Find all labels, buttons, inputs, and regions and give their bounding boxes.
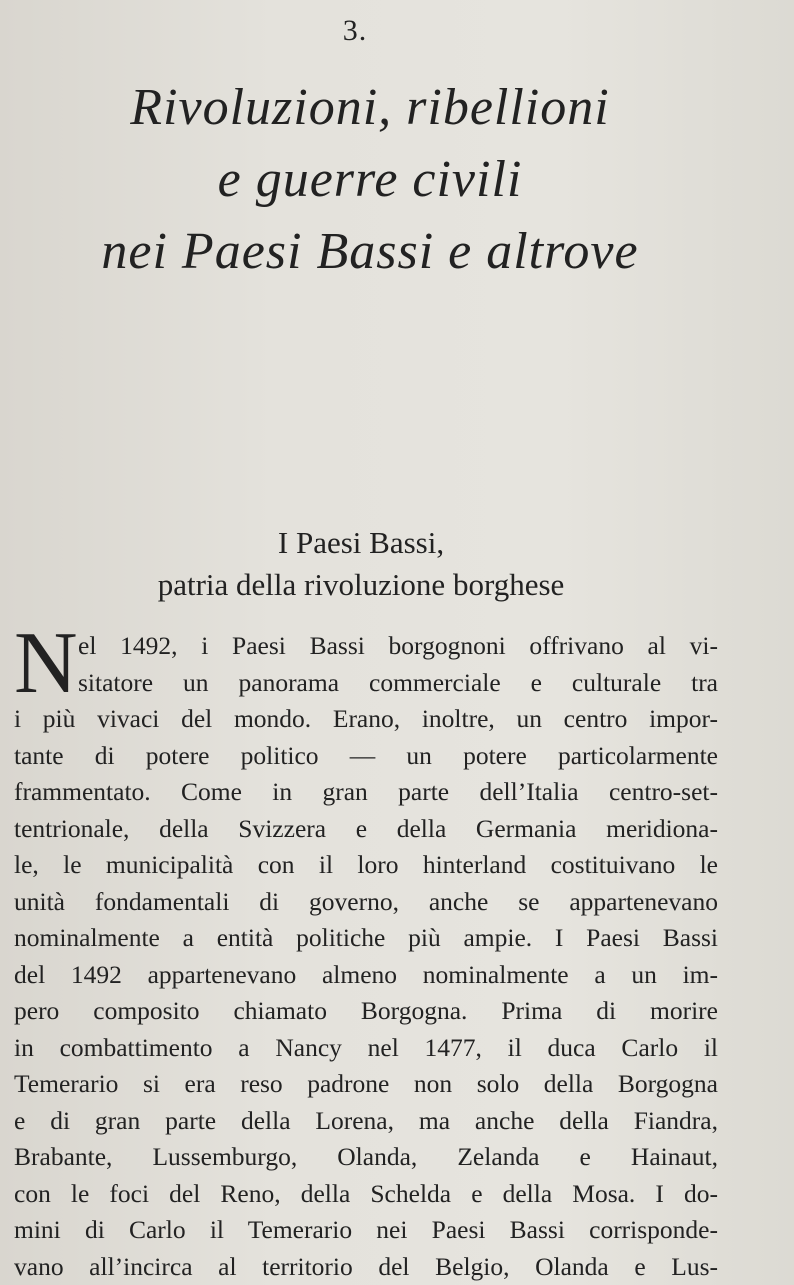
body-line: pero composito chiamato Borgogna. Prima di morire	[14, 993, 718, 1030]
body-line: vano all’incirca al territorio del Belgio, Olanda e Lus-	[14, 1249, 718, 1285]
chapter-title	[40, 72, 700, 288]
chapter-number: 3.	[0, 14, 710, 48]
section-title	[0, 522, 722, 606]
body-line: tante di potere politico — un potere particolarmente	[14, 738, 718, 775]
body-line: unità fondamentali di governo, anche se appartenevano	[14, 884, 718, 921]
body-line: nominalmente a entità politiche più ampie. I Paesi Bassi	[14, 920, 718, 957]
body-line: Brabante, Lussemburgo, Olanda, Zelanda e Hainaut,	[14, 1139, 718, 1176]
body-line: e di gran parte della Lorena, ma anche della Fiandra,	[14, 1103, 718, 1140]
body-line: mini di Carlo il Temerario nei Paesi Bassi corrisponde-	[14, 1212, 718, 1249]
body-line: i più vivaci del mondo. Erano, inoltre, un centro impor-	[14, 701, 718, 738]
chapter-title-line: nei Paesi Bassi e altrove	[40, 216, 700, 288]
body-line: frammentato. Come in gran parte dell’Italia centro-set-	[14, 774, 718, 811]
body-line: el 1492, i Paesi Bassi borgognoni offrivano al vi-	[14, 628, 718, 665]
body-line: Temerario si era reso padrone non solo della Borgogna	[14, 1066, 718, 1103]
body-line: in combattimento a Nancy nel 1477, il duca Carlo il	[14, 1030, 718, 1067]
body-paragraph	[14, 628, 718, 1285]
chapter-title-line: e guerre civili	[40, 144, 700, 216]
body-line: le, le municipalità con il loro hinterland costituivano le	[14, 847, 718, 884]
drop-cap: N	[14, 624, 78, 704]
section-title-line: I Paesi Bassi,	[0, 522, 722, 564]
body-line: con le foci del Reno, della Schelda e della Mosa. I do-	[14, 1176, 718, 1213]
body-line: del 1492 appartenevano almeno nominalmente a un im-	[14, 957, 718, 994]
body-line: tentrionale, della Svizzera e della Germania meridiona-	[14, 811, 718, 848]
body-line: sitatore un panorama commerciale e culturale tra	[14, 665, 718, 702]
section-title-line: patria della rivoluzione borghese	[0, 564, 722, 606]
chapter-title-line: Rivoluzioni, ribellioni	[40, 72, 700, 144]
